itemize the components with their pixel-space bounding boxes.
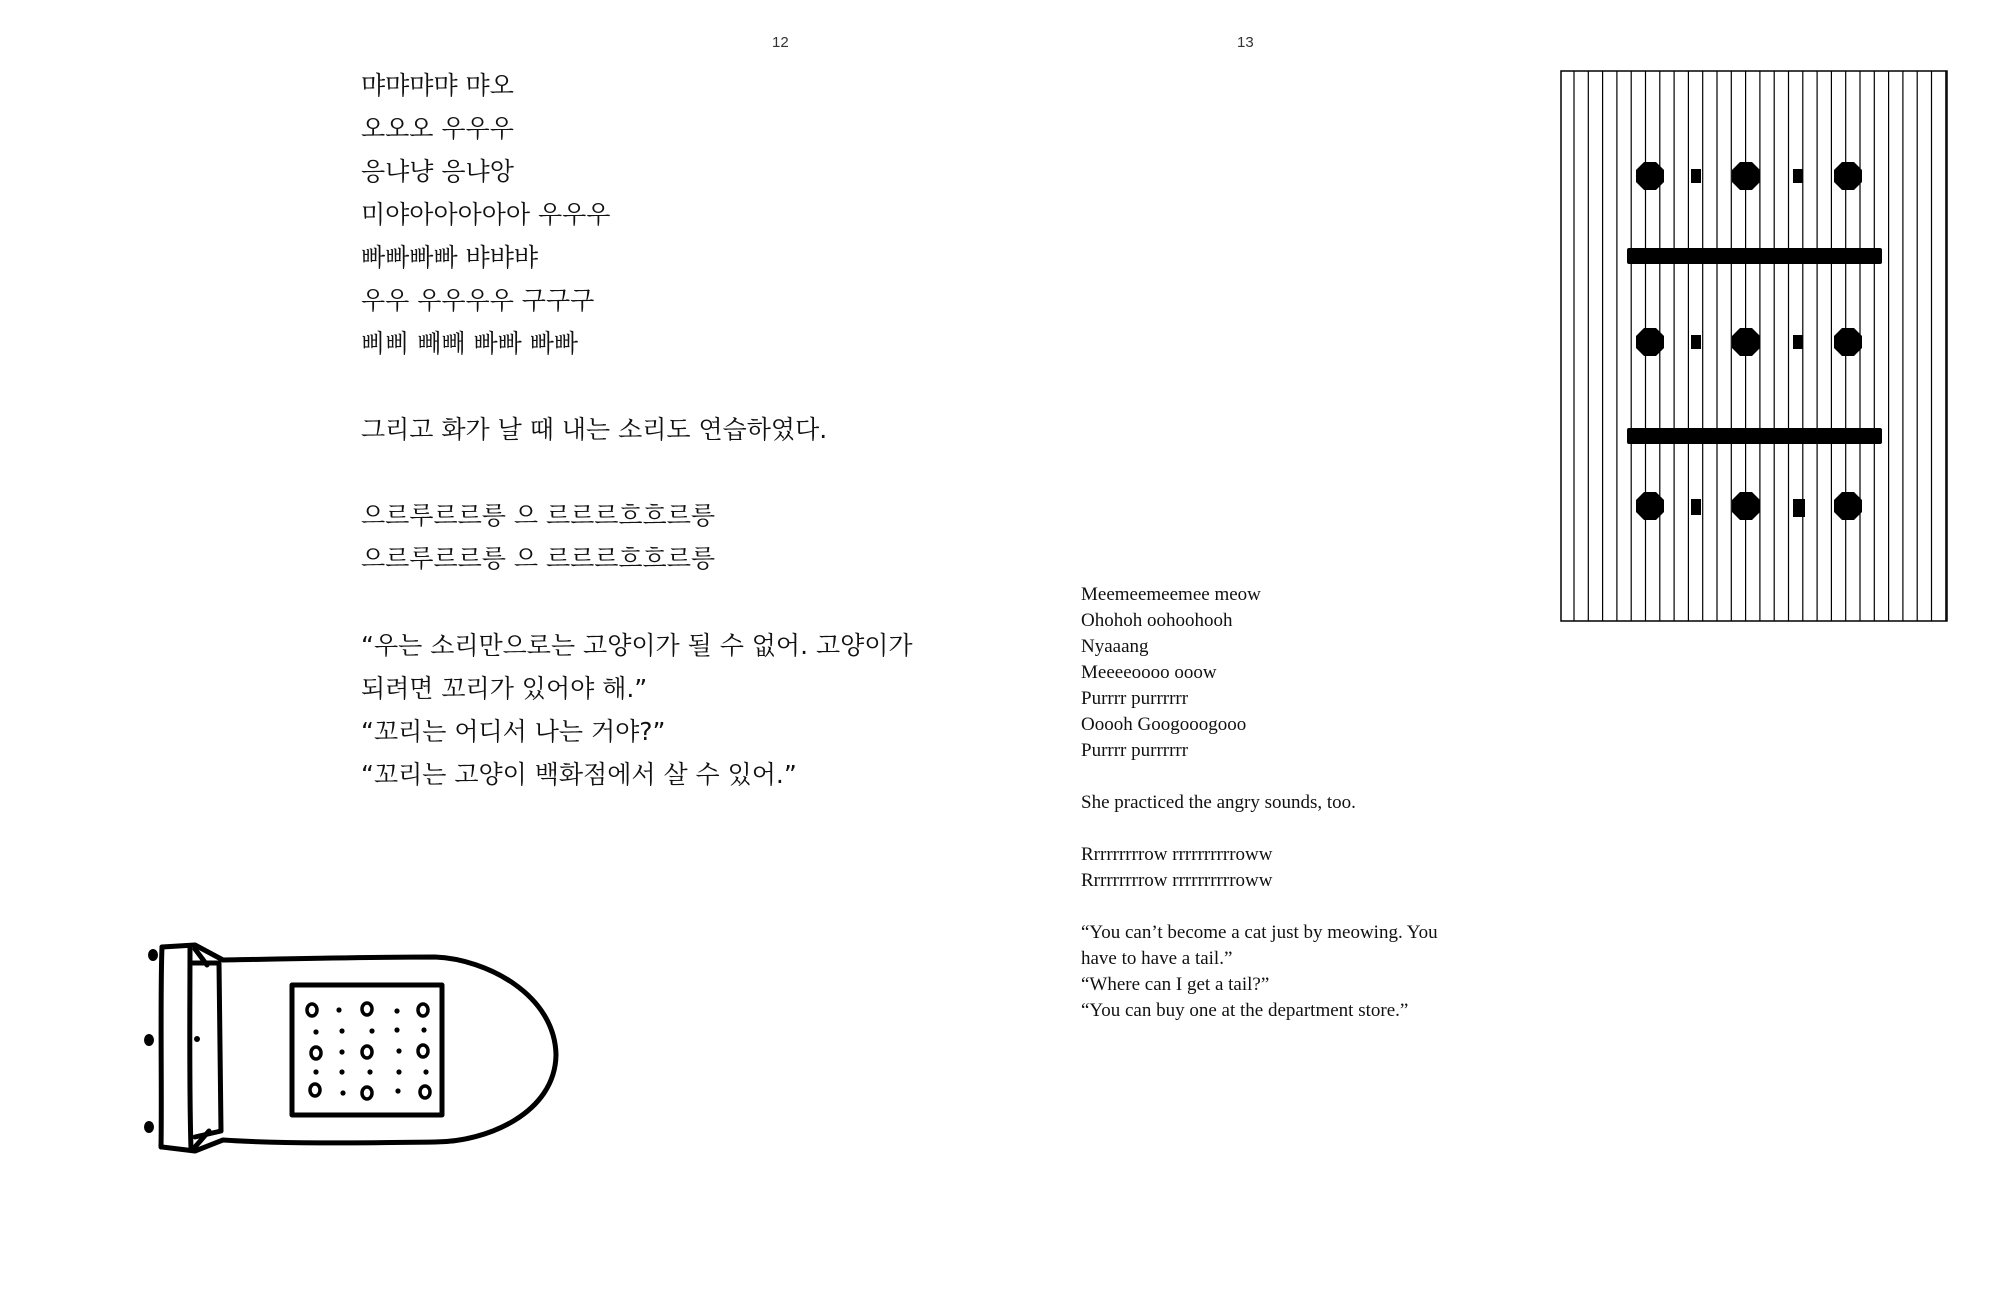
english-sound-line: Nyaaang [1081,636,1149,657]
korean-angry-intro [361,408,827,451]
korean-angry-line: 으르루르르릉 으 르르르흐흐르릉 [361,501,715,530]
octagon-dot [1732,492,1760,520]
korean-dialogue [361,624,913,796]
korean-sound-line: 삐삐 빼빼 빠빠 빠빠 [361,329,579,358]
tail-shaped-drawing [135,935,565,1160]
korean-angry-intro-line: 그리고 화가 날 때 내는 소리도 연습하였다. [361,415,828,444]
korean-angry-sounds [361,494,715,580]
octagon-dot [1636,328,1664,356]
small-block [1691,335,1701,349]
paragraph-gap [1081,894,1438,920]
small-block [1793,169,1803,183]
english-dialogue-line: “You can buy one at the department store.” [1081,1000,1409,1021]
korean-angry-line: 으르루르르릉 으 르르르흐흐르릉 [361,544,715,573]
korean-dialogue-line: 되려면 꼬리가 있어야 해.” [361,674,648,703]
octagon-dot [1636,162,1664,190]
korean-sound-line: 응냐냥 응냐앙 [361,157,514,186]
korean-sound-line: 미야아아아아아 우우우 [361,200,611,229]
english-angry-intro: She practiced the angry sounds, too. [1081,792,1356,813]
english-text [1081,582,1438,1024]
small-block [1691,499,1701,515]
english-sound-line: Ooooh Googooogooo [1081,714,1247,735]
octagon-dot [1636,492,1664,520]
small-block [1793,499,1805,517]
english-angry-line: Rrrrrrrrrow rrrrrrrrrroww [1081,844,1273,865]
paragraph-gap [1081,764,1438,790]
page-number-left: 12 [772,34,789,51]
english-dialogue-line: have to have a tail.” [1081,948,1233,969]
octagon-dot [1732,328,1760,356]
horizontal-bar [1627,248,1882,264]
striped-panel-drawing [1560,70,1950,625]
english-sound-line: Meemeemeemee meow [1081,584,1261,605]
octagon-dot [1834,492,1862,520]
korean-dialogue-line: “꼬리는 고양이 백화점에서 살 수 있어.” [361,760,797,789]
korean-dialogue-line: “꼬리는 어디서 나는 거야?” [361,717,666,746]
english-sound-line: Ohohoh oohoohooh [1081,610,1233,631]
korean-sound-line: 빠빠빠빠 뱌뱌뱌 [361,243,538,272]
english-sound-line: Purrrr purrrrrr [1081,740,1189,761]
english-dialogue-line: “You can’t become a cat just by meowing. You [1081,922,1438,943]
paragraph-gap [1081,816,1438,842]
small-block [1793,335,1803,349]
english-angry-line: Rrrrrrrrrow rrrrrrrrrroww [1081,870,1273,891]
octagon-dot [1834,162,1862,190]
english-sound-line: Purrrr purrrrrr [1081,688,1189,709]
page-number-right: 13 [1237,34,1254,51]
korean-sound-line: 우우 우우우우 구구구 [361,286,595,315]
korean-sound-line: 먀먀먀먀 먀오 [361,71,514,100]
small-block [1691,169,1701,183]
korean-sound-line: 오오오 우우우 [361,114,514,143]
octagon-dot [1732,162,1760,190]
octagon-dot [1834,328,1862,356]
korean-dialogue-line: “우는 소리만으로는 고양이가 될 수 없어. 고양이가 [361,631,913,660]
horizontal-bar [1627,428,1882,444]
english-dialogue-line: “Where can I get a tail?” [1081,974,1270,995]
english-sound-line: Meeeeoooo ooow [1081,662,1217,683]
korean-sounds [361,64,610,365]
